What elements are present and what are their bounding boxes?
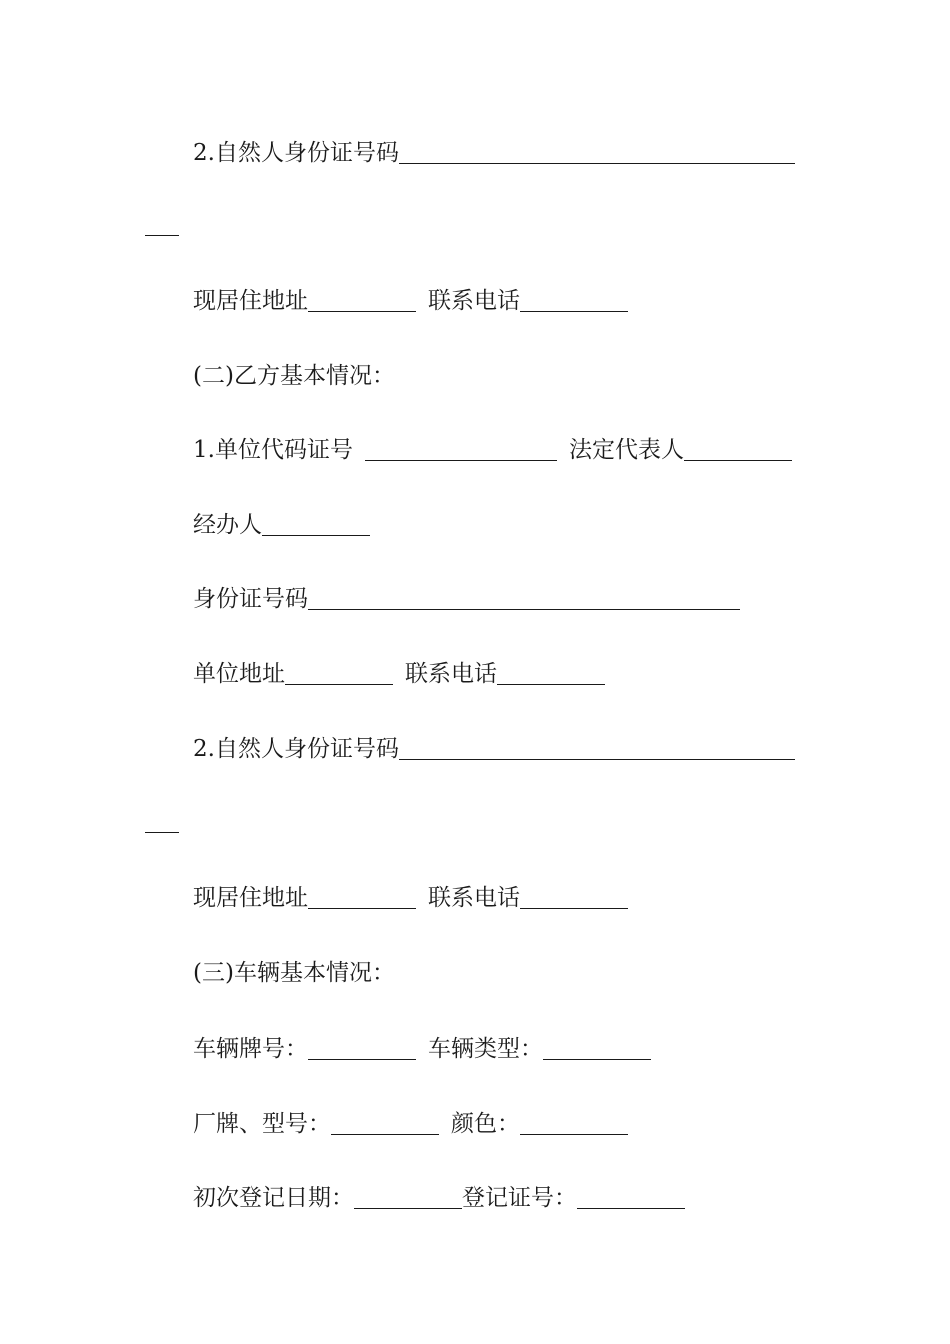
party-b-address-label: 现居住地址 [193,885,308,911]
party-b-agent-label: 经办人 [193,512,262,538]
party-a-address-label: 现居住地址 [193,288,308,314]
party-b-id-label: 身份证号码 [193,586,308,612]
party-a-natural-id-field[interactable] [399,137,795,164]
party-b-agent-field[interactable] [262,509,370,536]
party-b-unit-address-line [193,656,605,692]
party-b-unit-address-label: 单位地址 [193,661,285,687]
party-b-id-line [193,581,740,617]
vehicle-first-reg-field[interactable] [354,1182,462,1209]
vehicle-brand-line [193,1106,628,1142]
vehicle-reg-no-label: 登记证号： [462,1185,577,1211]
party-b-legal-rep-label: 法定代表人 [568,437,684,463]
party-b-phone2-label: 联系电话 [428,885,520,911]
vehicle-color-field[interactable] [520,1108,628,1135]
party-b-unit-code-line [193,432,792,468]
party-a-address-field[interactable] [308,285,416,312]
party-b-phone2-field[interactable] [520,882,628,909]
party-b-unit-code-label: 1.单位代码证号 [193,437,353,463]
vehicle-type-field[interactable] [543,1033,651,1060]
party-b-address-field[interactable] [308,882,416,909]
party-b-natural-id-line [193,731,795,767]
party-b-id-field[interactable] [308,583,740,610]
vehicle-heading: (三)车辆基本情况： [193,960,395,986]
party-b-heading: (二)乙方基本情况： [193,363,395,389]
party-b-phone-label: 联系电话 [405,661,497,687]
party-b-unit-address-field[interactable] [285,658,393,685]
vehicle-color-label: 颜色： [451,1111,520,1137]
party-a-address-line [193,283,628,319]
vehicle-brand-field[interactable] [331,1108,439,1135]
party-b-natural-id-label: 2.自然人身份证号码 [193,736,399,762]
vehicle-plate-label: 车辆牌号： [193,1036,308,1062]
party-b-legal-rep-field[interactable] [684,434,792,461]
party-b-address-line [193,880,628,916]
party-b-phone-field[interactable] [497,658,605,685]
vehicle-reg-no-field[interactable] [577,1182,685,1209]
party-b-unit-code-field[interactable] [365,434,557,461]
party-a-phone-label: 联系电话 [428,288,520,314]
party-a-natural-id-field-continuation [145,235,179,236]
party-a-natural-id-line [193,135,795,171]
vehicle-plate-field[interactable] [308,1033,416,1060]
vehicle-plate-line [193,1031,651,1067]
vehicle-type-label: 车辆类型： [428,1036,543,1062]
vehicle-first-reg-label: 初次登记日期： [193,1185,354,1211]
vehicle-brand-label: 厂牌、型号： [193,1111,331,1137]
vehicle-registration-line [193,1180,685,1216]
party-a-phone-field[interactable] [520,285,628,312]
party-a-natural-id-label: 2.自然人身份证号码 [193,140,399,166]
party-b-natural-id-field[interactable] [399,733,795,760]
party-b-agent-line [193,507,370,543]
party-b-natural-id-field-continuation [145,832,179,833]
